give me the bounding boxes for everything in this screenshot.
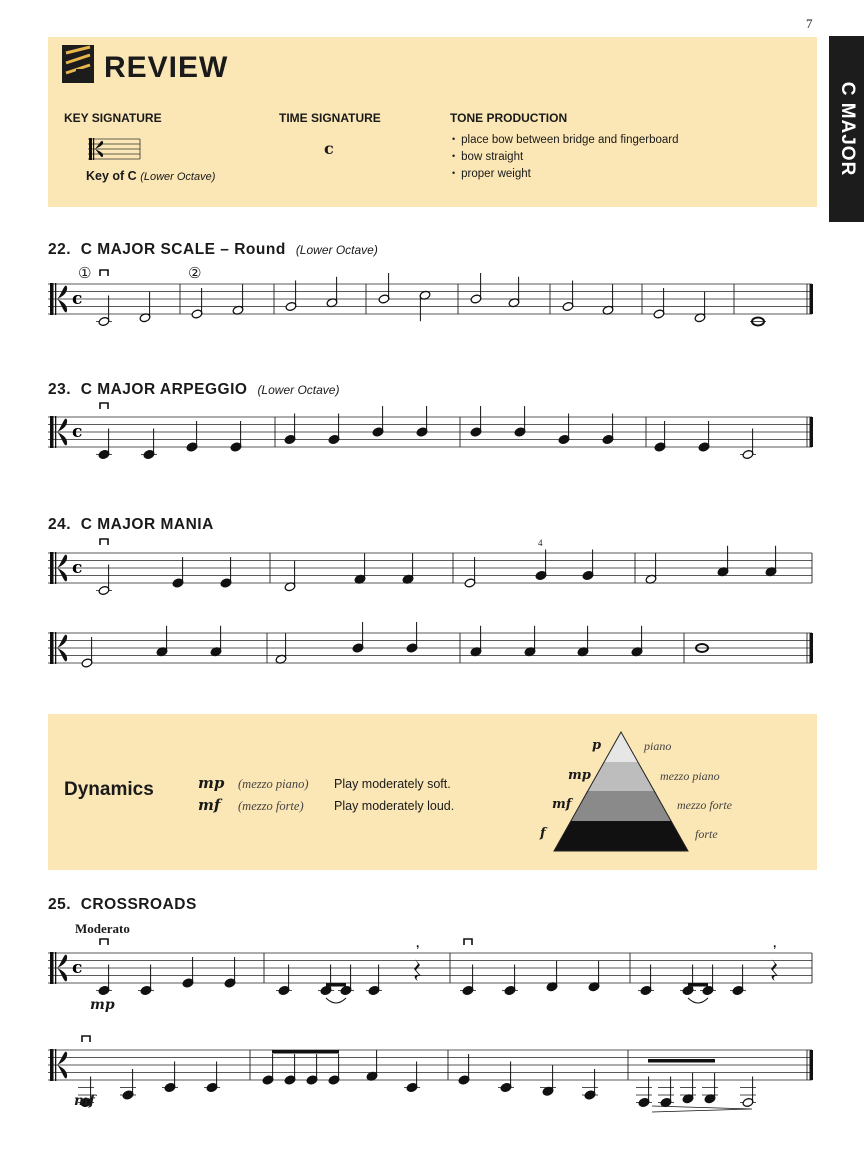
quarter-rest-icon bbox=[414, 959, 421, 981]
pyramid-level-mp bbox=[587, 762, 655, 791]
note bbox=[191, 288, 203, 319]
note bbox=[653, 288, 665, 319]
note bbox=[354, 553, 366, 584]
note bbox=[284, 1054, 296, 1085]
note bbox=[698, 421, 710, 452]
note bbox=[558, 414, 570, 445]
quarter-rest-icon bbox=[771, 959, 778, 981]
note bbox=[588, 961, 600, 992]
common-time-symbol: c bbox=[72, 422, 83, 442]
note bbox=[654, 421, 666, 452]
down-bow-icon bbox=[82, 1036, 90, 1042]
note bbox=[464, 557, 476, 588]
exercise-25-title bbox=[48, 896, 197, 914]
list-item: • place bow between bridge and fingerboard bbox=[452, 132, 679, 149]
exercise-22-title bbox=[48, 241, 378, 259]
pyramid-level-f bbox=[554, 821, 688, 851]
pyramid-label: forte bbox=[695, 827, 718, 841]
note bbox=[577, 626, 589, 657]
review-panel bbox=[48, 37, 817, 207]
key-signature-heading: KEY SIGNATURE bbox=[64, 111, 162, 125]
note bbox=[502, 965, 518, 996]
note bbox=[750, 318, 766, 326]
note bbox=[162, 1062, 178, 1093]
note bbox=[406, 622, 418, 653]
note bbox=[508, 277, 520, 308]
note bbox=[96, 296, 112, 327]
exercise-number: 25. bbox=[48, 896, 72, 913]
note bbox=[402, 553, 414, 584]
note bbox=[638, 965, 654, 996]
note bbox=[631, 626, 643, 657]
tone-production-heading: TONE PRODUCTION bbox=[450, 111, 568, 125]
list-item: • bow straight bbox=[452, 149, 679, 166]
dynamic-description: Play moderately loud. bbox=[334, 799, 455, 813]
exercise-name: CROSSROADS bbox=[80, 896, 197, 913]
key-label bbox=[86, 169, 215, 183]
note bbox=[138, 965, 154, 996]
pyramid-level-mf bbox=[571, 791, 671, 821]
note bbox=[700, 965, 716, 996]
note bbox=[636, 1077, 652, 1108]
review-title: REVIEW bbox=[104, 51, 229, 84]
note bbox=[582, 550, 594, 581]
pyramid-symbol: mp bbox=[568, 768, 591, 783]
dynamic-name: (mezzo forte) bbox=[238, 799, 304, 813]
pyramid-symbol: p bbox=[592, 738, 602, 753]
pyramid-symbol: f bbox=[540, 826, 546, 841]
note bbox=[220, 557, 232, 588]
note bbox=[740, 429, 756, 460]
exercise-note: (Lower Octave) bbox=[257, 383, 340, 397]
note bbox=[224, 957, 236, 988]
note bbox=[352, 622, 364, 653]
down-bow-icon bbox=[100, 403, 108, 409]
pyramid-level-p bbox=[604, 732, 638, 762]
note bbox=[338, 965, 354, 996]
note bbox=[524, 626, 536, 657]
down-bow-icon bbox=[464, 939, 472, 945]
down-bow-icon bbox=[100, 939, 108, 945]
note bbox=[156, 626, 168, 657]
beam bbox=[648, 1059, 715, 1063]
note bbox=[366, 965, 382, 996]
dynamic-description: Play moderately soft. bbox=[334, 777, 451, 791]
common-time-symbol: c bbox=[72, 289, 83, 309]
note bbox=[765, 546, 777, 577]
note bbox=[645, 553, 657, 584]
note bbox=[582, 1069, 598, 1100]
exercise-name: C MAJOR SCALE – Round bbox=[80, 241, 286, 258]
note bbox=[717, 546, 729, 577]
note bbox=[141, 429, 157, 460]
exercise-note: (Lower Octave) bbox=[295, 243, 378, 257]
note bbox=[285, 281, 297, 312]
note bbox=[186, 421, 198, 452]
note bbox=[284, 414, 296, 445]
note bbox=[284, 561, 296, 592]
dynamic-symbol: mp bbox=[198, 774, 225, 792]
dynamics-row-mf bbox=[198, 796, 454, 814]
note bbox=[514, 406, 526, 437]
note bbox=[680, 1073, 696, 1104]
note bbox=[182, 957, 194, 988]
page-number: 7 bbox=[806, 16, 813, 31]
note bbox=[460, 965, 476, 996]
dynamics-panel bbox=[48, 714, 817, 870]
dynamic-mark-mp: mp bbox=[90, 997, 115, 1013]
note bbox=[96, 965, 112, 996]
down-bow-icon bbox=[100, 270, 108, 276]
time-signature-heading: TIME SIGNATURE bbox=[279, 111, 381, 125]
down-bow-icon bbox=[100, 539, 108, 545]
note bbox=[172, 557, 184, 588]
note bbox=[470, 626, 482, 657]
note bbox=[326, 277, 338, 308]
staff-ex25-line1 bbox=[40, 935, 820, 1015]
round-marker-2: ② bbox=[188, 264, 202, 282]
note bbox=[602, 414, 614, 445]
note bbox=[378, 273, 390, 304]
list-item: • proper weight bbox=[452, 166, 679, 183]
common-time-symbol: c bbox=[72, 958, 83, 978]
note bbox=[658, 1077, 674, 1108]
note bbox=[540, 1065, 556, 1096]
slur bbox=[326, 998, 346, 1003]
pyramid-label: mezzo forte bbox=[677, 798, 732, 812]
dynamic-mark-mf: mf bbox=[74, 1093, 95, 1109]
key-name: Key of C bbox=[86, 169, 137, 183]
tempo-marking: Moderato bbox=[75, 921, 130, 936]
note bbox=[680, 965, 696, 996]
staff-ex23 bbox=[40, 405, 820, 475]
exercise-24-title bbox=[48, 516, 214, 534]
note bbox=[419, 290, 431, 321]
note bbox=[702, 1073, 718, 1104]
note bbox=[535, 550, 547, 581]
key-octave-note: (Lower Octave) bbox=[140, 171, 216, 183]
note bbox=[210, 626, 222, 657]
side-tab bbox=[829, 36, 864, 222]
note bbox=[546, 961, 558, 992]
note bbox=[96, 429, 112, 460]
note bbox=[562, 281, 574, 312]
note bbox=[275, 633, 287, 664]
slur bbox=[688, 998, 708, 1003]
note bbox=[730, 965, 746, 996]
note bbox=[470, 406, 482, 437]
note bbox=[458, 1054, 470, 1085]
note bbox=[366, 1050, 378, 1081]
note bbox=[139, 292, 151, 323]
dynamics-pyramid bbox=[528, 724, 758, 864]
note bbox=[416, 406, 428, 437]
note bbox=[306, 1054, 318, 1085]
note bbox=[470, 273, 482, 304]
exercise-23-title bbox=[48, 381, 339, 399]
note bbox=[328, 1054, 340, 1085]
exercise-name: C MAJOR ARPEGGIO bbox=[80, 381, 248, 398]
key-signature-staff bbox=[88, 136, 144, 164]
exercise-number: 22. bbox=[48, 241, 72, 258]
book-logo-icon bbox=[62, 45, 94, 83]
note bbox=[120, 1069, 136, 1100]
dynamic-name: (mezzo piano) bbox=[238, 777, 309, 791]
common-time-symbol: c bbox=[324, 139, 334, 158]
staff-ex22 bbox=[40, 272, 820, 342]
beam bbox=[688, 983, 708, 987]
note bbox=[230, 421, 242, 452]
pyramid-symbol: mf bbox=[552, 797, 572, 812]
exercise-number: 23. bbox=[48, 381, 72, 398]
note bbox=[328, 414, 340, 445]
decrescendo-hairpin bbox=[652, 1106, 752, 1112]
side-tab-label: C MAJOR bbox=[836, 81, 858, 177]
note bbox=[498, 1062, 514, 1093]
svg-text:,: , bbox=[773, 936, 777, 950]
exercise-number: 24. bbox=[48, 516, 72, 533]
pyramid-label: mezzo piano bbox=[660, 769, 720, 783]
note bbox=[694, 292, 706, 323]
note bbox=[318, 965, 334, 996]
staff-ex24-line1 bbox=[40, 540, 820, 610]
common-time-symbol: c bbox=[72, 558, 83, 578]
note bbox=[276, 965, 292, 996]
beam bbox=[272, 1050, 339, 1054]
round-marker-1: ① bbox=[78, 264, 92, 282]
note bbox=[740, 1077, 756, 1108]
staff-ex24-line2 bbox=[40, 623, 820, 693]
note bbox=[262, 1054, 274, 1085]
beam bbox=[326, 983, 346, 987]
fingering-mark: 4 bbox=[538, 538, 543, 548]
note bbox=[372, 406, 384, 437]
note bbox=[204, 1062, 220, 1093]
note bbox=[602, 284, 614, 315]
tone-production-list bbox=[452, 132, 679, 183]
dynamics-title: Dynamics bbox=[64, 779, 154, 800]
svg-text:,: , bbox=[416, 936, 420, 950]
note bbox=[81, 637, 93, 668]
note bbox=[96, 565, 112, 596]
note bbox=[404, 1062, 420, 1093]
staff-ex25-line2 bbox=[40, 1030, 820, 1115]
dynamic-symbol: mf bbox=[198, 796, 221, 814]
pyramid-label: piano bbox=[644, 739, 672, 753]
exercise-name: C MAJOR MANIA bbox=[80, 516, 214, 533]
note bbox=[232, 284, 244, 315]
dynamics-row-mp bbox=[198, 774, 451, 792]
